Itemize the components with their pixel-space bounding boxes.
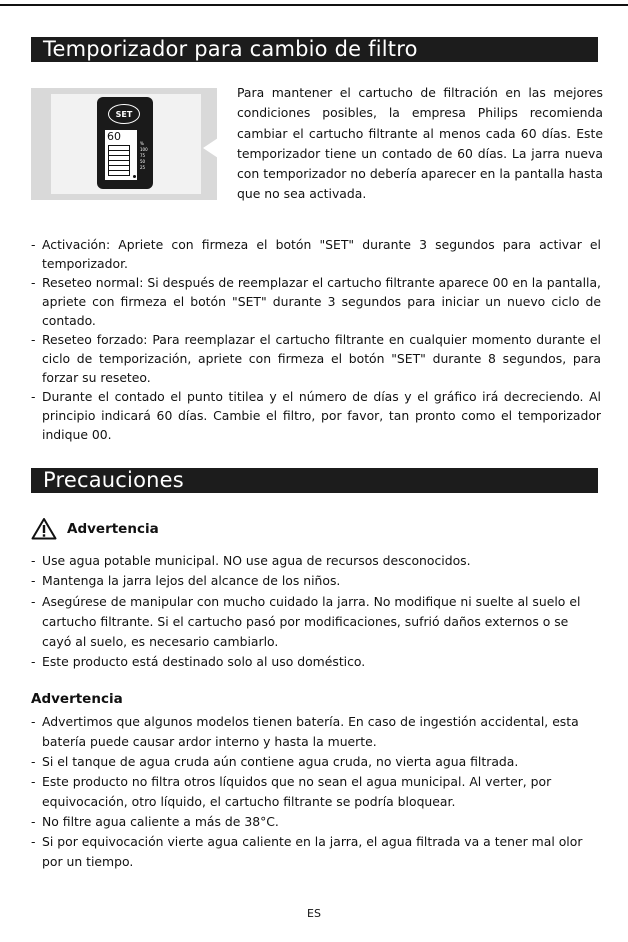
- section-title-precautions: Precauciones: [31, 468, 598, 493]
- filter-timer-device: [97, 97, 153, 189]
- list-item: - Reseteo normal: Si después de reemplazar el cartucho filtrante aparece 00 en la pantalla, apriete con firmeza el botón "SET" durante 3 segundos para iniciar un nuevo ciclo de contado.: [31, 273, 601, 330]
- timer-display: [105, 130, 137, 180]
- warning-list: [31, 551, 601, 673]
- list-item: - Use agua potable municipal. NO use agua de recursos desconocidos.: [31, 551, 601, 571]
- section-title-filter-timer: Temporizador para cambio de filtro: [31, 37, 598, 62]
- warning-triangle-icon: [31, 517, 57, 540]
- timer-scale: [140, 141, 148, 171]
- list-item: - No filtre agua caliente a más de 38°C.: [31, 812, 601, 832]
- list-item: - Activación: Apriete con firmeza el botón "SET" durante 3 segundos para activar el temporizador.: [31, 235, 601, 273]
- warning-list-2: [31, 712, 601, 872]
- timer-instructions-list: [31, 235, 601, 444]
- timer-scale-tick: 100: [140, 147, 148, 152]
- list-item: - Advertimos que algunos modelos tienen batería. En caso de ingestión accidental, esta batería puede causar ardor interno y hasta la muerte.: [31, 712, 601, 752]
- list-item: - Durante el contado el punto titilea y el número de días y el gráfico irá decreciendo. Al principio indicará 60 días. Cambie el filtro, por favor, tan pronto como el temporizador indique 00.: [31, 387, 601, 444]
- timer-display-number: 60: [107, 130, 121, 143]
- timer-scale-tick: 50: [140, 159, 146, 164]
- intro-paragraph: Para mantener el cartucho de filtración en las mejores condiciones posibles, la empresa Philips recomienda cambiar el cartucho filtrante al menos cada 60 días. Este temporizador tiene un contado de 60 días. La jarra nueva con temporizador no debería aparecer en la pantalla hasta que no sea activada.: [237, 85, 603, 202]
- list-item: - Asegúrese de manipular con mucho cuidado la jarra. No modifique ni suelte al suelo el cartucho filtrante. Si el cartucho pasó por modificaciones, sufrió daños externos o se cayó al suelo, es necesario cambiarlo.: [31, 592, 601, 653]
- list-item: - Mantenga la jarra lejos del alcance de los niños.: [31, 571, 601, 591]
- top-rule: [0, 4, 628, 6]
- warning-heading-2: Advertencia: [31, 691, 123, 707]
- list-item: - Este producto no filtra otros líquidos que no sean el agua municipal. Al verter, por equivocación, otro líquido, el cartucho filtrante se podría bloquear.: [31, 772, 601, 812]
- callout-pointer: [203, 136, 221, 160]
- timer-scale-unit: %: [140, 141, 144, 146]
- timer-scale-tick: 75: [140, 153, 146, 158]
- page-language-label: ES: [307, 907, 321, 920]
- list-item: - Reseteo forzado: Para reemplazar el cartucho filtrante en cualquier momento durante el ciclo de temporización, apriete con firmeza el botón "SET" durante 8 segundos, para forzar su reseteo.: [31, 330, 601, 387]
- list-item: - Este producto está destinado solo al uso doméstico.: [31, 652, 601, 672]
- warning-label: Advertencia: [67, 521, 159, 537]
- set-button: SET: [108, 104, 140, 124]
- blinking-dot: [133, 175, 136, 178]
- timer-level-graph: [108, 145, 130, 176]
- timer-scale-tick: 25: [140, 165, 146, 170]
- list-item: - Si por equivocación vierte agua caliente en la jarra, el agua filtrada va a tener mal olor por un tiempo.: [31, 832, 601, 872]
- list-item: - Si el tanque de agua cruda aún contiene agua cruda, no vierta agua filtrada.: [31, 752, 601, 772]
